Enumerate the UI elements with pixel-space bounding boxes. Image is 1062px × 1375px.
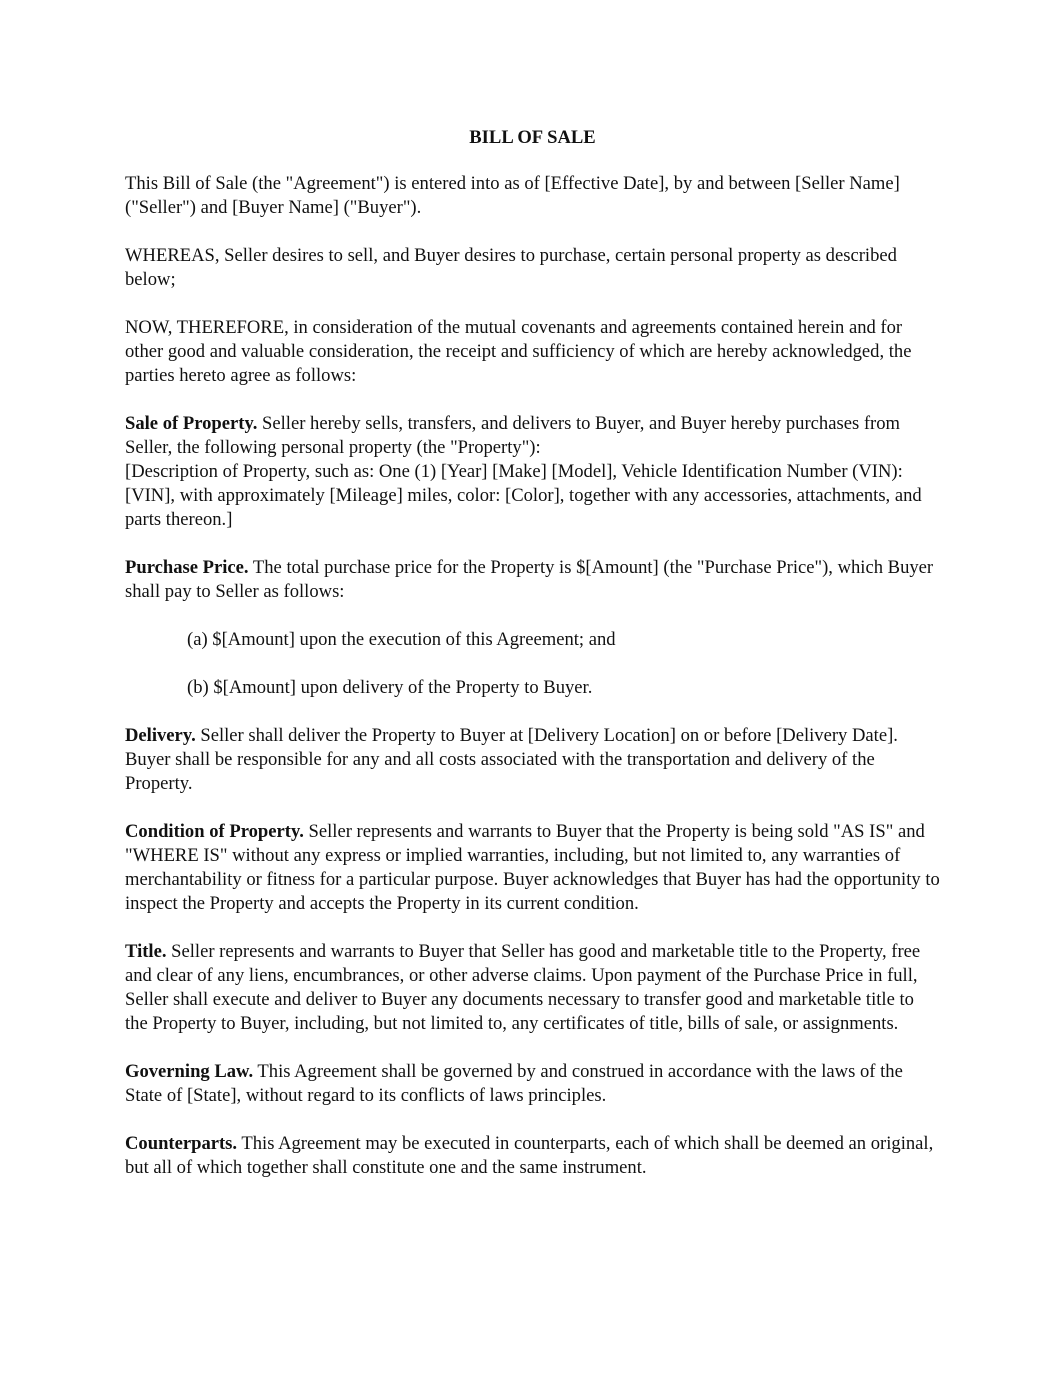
counterparts-heading: Counterparts. xyxy=(125,1133,238,1154)
sale-of-property-heading: Sale of Property. xyxy=(125,413,258,434)
intro-paragraph: This Bill of Sale (the "Agreement") is entered into as of [Effective Date], by and between [Seller Name] ("Seller") and [Buyer Name] ("Buyer"). xyxy=(125,173,900,218)
document-body xyxy=(125,126,940,1204)
purchase-price-body: The total purchase price for the Property is $[Amount] (the "Purchase Price"), which Buyer shall pay to Seller as follows: xyxy=(125,557,934,602)
title-section xyxy=(125,940,940,1036)
payment-item-b: (b) $[Amount] upon delivery of the Property to Buyer. xyxy=(187,677,593,698)
delivery-body: Seller shall deliver the Property to Buyer at [Delivery Location] on or before [Delivery Date]. Buyer shall be responsible for any and all costs associated with the transportation and delivery of the Property. xyxy=(125,725,898,794)
counterparts-section xyxy=(125,1132,940,1180)
sale-of-property-body: Seller hereby sells, transfers, and delivers to Buyer, and Buyer hereby purchases from Seller, the following personal property (the "Property"): xyxy=(125,413,900,458)
title-body: Seller represents and warrants to Buyer that Seller has good and marketable title to the Property, free and clear of any liens, encumbrances, or other adverse claims. Upon payment of the Purchase Price in full, Seller shall execute and deliver to Buyer any documents necessary to transfer good and marketable title to the Property to Buyer, including, but not limited to, any certificates of title, bills of sale, or assignments. xyxy=(125,941,921,1034)
condition-body: Seller represents and warrants to Buyer that the Property is being sold "AS IS" and "WHERE IS" without any express or implied warranties, including, but not limited to, any warranties of merchantability or fitness for a particular purpose. Buyer acknowledges that Buyer has had the opportunity to inspect the Property and accepts the Property in its current condition. xyxy=(125,821,940,914)
now-therefore-paragraph: NOW, THEREFORE, in consideration of the mutual covenants and agreements contained herein and for other good and valuable consideration, the receipt and sufficiency of which are hereby acknowledged, the parties hereto agree as follows: xyxy=(125,317,912,386)
condition-heading: Condition of Property. xyxy=(125,821,304,842)
purchase-price-heading: Purchase Price. xyxy=(125,557,249,578)
governing-law-section xyxy=(125,1060,940,1108)
delivery-heading: Delivery. xyxy=(125,725,196,746)
governing-law-heading: Governing Law. xyxy=(125,1061,254,1082)
whereas-paragraph: WHEREAS, Seller desires to sell, and Buyer desires to purchase, certain personal property as described below; xyxy=(125,245,897,290)
delivery-section xyxy=(125,724,940,796)
governing-law-body: This Agreement shall be governed by and construed in accordance with the laws of the State of [State], without regard to its conflicts of laws principles. xyxy=(125,1061,903,1106)
title-heading: Title. xyxy=(125,941,167,962)
document-title: BILL OF SALE xyxy=(469,127,596,148)
condition-section xyxy=(125,820,940,916)
counterparts-body: This Agreement may be executed in counterparts, each of which shall be deemed an original, but all of which together shall constitute one and the same instrument. xyxy=(125,1133,934,1178)
purchase-price-section xyxy=(125,556,940,604)
sale-of-property-section xyxy=(125,412,940,532)
property-description: [Description of Property, such as: One (1) [Year] [Make] [Model], Vehicle Identification Number (VIN): [VIN], with approximately [Mileage] miles, color: [Color], together with any accessories, attachments, and parts thereon.] xyxy=(125,461,922,530)
payment-item-a: (a) $[Amount] upon the execution of this Agreement; and xyxy=(187,629,616,650)
